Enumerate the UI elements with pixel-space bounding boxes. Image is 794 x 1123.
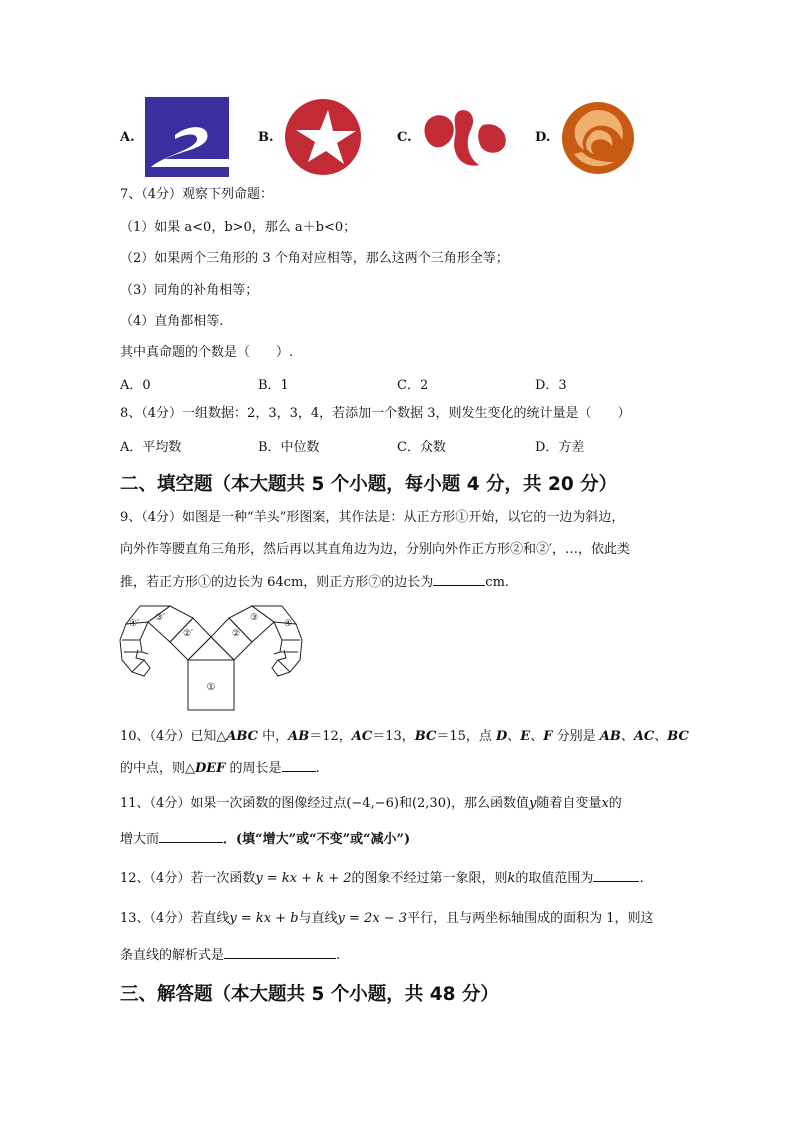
q10-side-ac: AC: [633, 729, 655, 744]
option-d-logo[interactable]: [560, 100, 636, 180]
q12-var-k: k: [507, 871, 516, 886]
q11-point-2: (2,30): [411, 796, 452, 811]
q13-line-1: [120, 910, 654, 928]
q13-equation-2: y = 2x − 3: [337, 911, 408, 926]
q7-proposition-4: （4）直角都相等.: [120, 314, 224, 329]
option-b-label[interactable]: B.: [258, 130, 274, 145]
q10-text: 10、（4分）已知△: [120, 729, 227, 744]
q11-hint: ．(填“增大”或“不变”或“减小”): [223, 832, 411, 847]
q10-text: 的周长是: [225, 761, 282, 776]
q10-point-e: E: [520, 729, 531, 744]
q10-point-d: D: [496, 729, 508, 744]
q11-answer-blank[interactable]: [159, 830, 223, 843]
q13-text: 条直线的解析式是: [120, 948, 225, 963]
ram-head-diagram: [118, 600, 304, 714]
q11-text: 增大而: [120, 832, 160, 847]
q10-side-ab: AB: [599, 729, 621, 744]
q9-line-3: [120, 573, 509, 592]
q7-question: 其中真命题的个数是（ ）.: [120, 345, 294, 360]
q12-equation: y = kx + k + 2: [255, 871, 352, 886]
q12-text: .: [639, 871, 644, 886]
q8-choice-c[interactable]: C．众数: [397, 440, 446, 455]
q8-choice-a[interactable]: A．平均数: [120, 440, 182, 455]
q10-line-1: [120, 728, 689, 746]
section-3-heading: 三、解答题（本大题共 5 个小题，共 48 分）: [120, 984, 499, 1005]
q11-text: ，那么函数值: [451, 796, 530, 811]
q11-text: 和: [398, 796, 412, 811]
q13-text: 与直线: [298, 911, 338, 926]
fig-label-4-prime: ④′: [128, 619, 140, 629]
q10-text: 、: [507, 729, 521, 744]
q13-text: .: [336, 948, 341, 963]
q11-var-x: x: [601, 796, 609, 811]
q7-stem: 7、（4分）观察下列命题：: [120, 187, 274, 202]
q8-choice-d[interactable]: D．方差: [535, 440, 585, 455]
q10-text: 、: [620, 729, 634, 744]
fig-label-1: ①: [206, 682, 216, 693]
q9-line-1: 9、（4分）如图是一种“羊头”形图案，其作法是：从正方形①开始，以它的一边为斜边，: [120, 510, 625, 525]
red-star-logo-icon: [284, 98, 362, 176]
q11-text: 的: [608, 796, 622, 811]
q10-text: 分别是: [552, 729, 600, 744]
q8-stem: 8、（4分）一组数据：2，3，3，4，若添加一个数据 3，则发生变化的统计量是（ ）: [120, 406, 631, 421]
fig-label-3-prime: ③′: [154, 613, 166, 623]
q13-equation-1: y = kx + b: [229, 911, 299, 926]
q10-side-ab: AB: [288, 729, 310, 744]
q10-triangle-abc: ABC: [226, 729, 258, 744]
q11-line-2: [120, 830, 410, 849]
orange-phoenix-logo-icon: [560, 100, 636, 176]
q7-choice-d[interactable]: D．3: [535, 378, 567, 393]
q10-line-2: [120, 759, 320, 778]
q10-text: 、: [654, 729, 668, 744]
q10-text: 的中点，则△: [120, 761, 195, 776]
q10-side-bc: BC: [414, 729, 437, 744]
q7-proposition-3: （3）同角的补角相等；: [120, 283, 259, 298]
option-c-logo[interactable]: [421, 103, 509, 175]
q10-side-ac: AC: [351, 729, 373, 744]
q10-text: .: [315, 761, 320, 776]
option-d-label[interactable]: D.: [535, 130, 551, 145]
fig-label-4: ④: [283, 619, 293, 629]
q9-answer-blank[interactable]: [433, 573, 485, 586]
q10-text: ＝12，: [309, 729, 352, 744]
q11-point-1: (−4,−6): [346, 796, 399, 811]
q13-text: 13、（4分）若直线: [120, 911, 230, 926]
option-b-logo[interactable]: [284, 98, 362, 180]
q11-var-y: y: [529, 796, 537, 811]
fig-label-2: ②: [231, 629, 241, 639]
section-2-heading: 二、填空题（本大题共 5 个小题，每小题 4 分，共 20 分）: [120, 474, 618, 495]
option-c-label[interactable]: C.: [397, 130, 412, 145]
q10-text: ＝15，点: [436, 729, 496, 744]
blue-wave-logo-icon: [145, 97, 229, 177]
q12-line: [120, 869, 644, 888]
q10-text: 、: [530, 729, 544, 744]
q10-triangle-def: DEF: [195, 761, 226, 776]
q10-side-bc: BC: [667, 729, 689, 744]
red-swirl-logo-icon: [421, 103, 509, 171]
q8-choice-b[interactable]: B．中位数: [258, 440, 320, 455]
q12-text: 的取值范围为: [515, 871, 594, 886]
q7-choice-b[interactable]: B．1: [258, 378, 289, 393]
q10-answer-blank[interactable]: [282, 759, 316, 772]
q7-choice-a[interactable]: A．0: [120, 378, 151, 393]
q9-line-3-text: 推，若正方形①的边长为 64cm，则正方形⑦的边长为: [120, 575, 434, 590]
q12-answer-blank[interactable]: [593, 869, 639, 882]
q12-text: 的图象不经过第一象限，则: [351, 871, 508, 886]
q13-answer-blank[interactable]: [224, 946, 336, 959]
option-a-logo[interactable]: [145, 97, 229, 181]
q10-point-f: F: [543, 729, 553, 744]
q7-choice-c[interactable]: C．2: [397, 378, 429, 393]
q13-line-2: [120, 946, 340, 965]
q11-line-1: [120, 795, 622, 813]
q11-text: 11、（4分）如果一次函数的图像经过点: [120, 796, 347, 811]
q10-text: 中，: [257, 729, 289, 744]
q9-line-2: 向外作等腰直角三角形，然后再以其直角边为边，分别向外作正方形②和②′，…，依此类: [120, 542, 630, 557]
q13-text: 平行，且与两坐标轴围成的面积为 1，则这: [407, 911, 654, 926]
fig-label-2-prime: ②′: [182, 629, 194, 639]
option-a-label[interactable]: A.: [120, 130, 135, 145]
q12-text: 12、（4分）若一次函数: [120, 871, 256, 886]
q11-text: 随着自变量: [536, 796, 602, 811]
q7-proposition-2: （2）如果两个三角形的 3 个角对应相等，那么这两个三角形全等；: [120, 251, 509, 266]
q7-proposition-1: （1）如果 a<0，b>0，那么 a＋b<0；: [120, 220, 357, 235]
q9-unit: cm.: [485, 575, 510, 590]
q10-text: ＝13，: [372, 729, 415, 744]
ram-head-figure: [118, 600, 304, 718]
fig-label-3: ③: [249, 613, 259, 623]
